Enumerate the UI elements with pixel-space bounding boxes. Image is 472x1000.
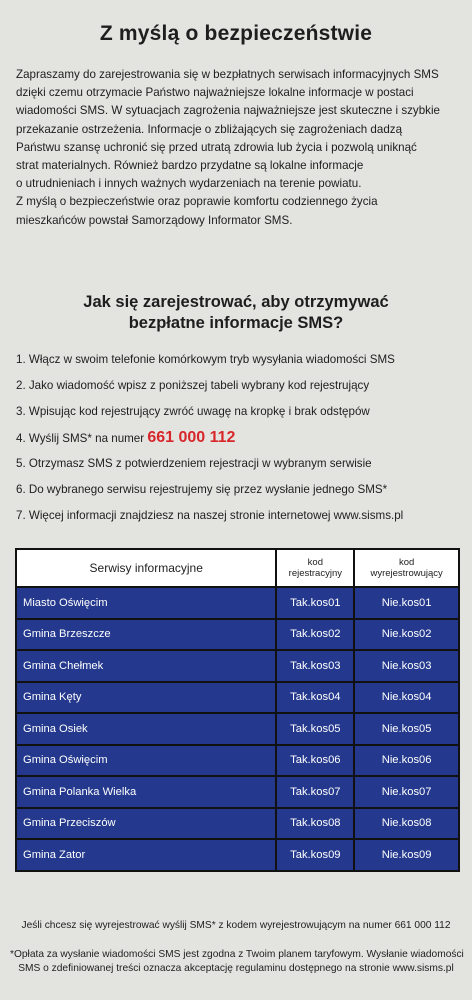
table-row	[16, 745, 459, 777]
unregister-code: Nie.kos05	[354, 713, 459, 745]
step-item: 3. Wpisując kod rejestrujący zwróć uwagę na kropkę i brak odstępów	[16, 405, 370, 418]
section-heading	[0, 292, 472, 334]
intro-line: przekazanie ostrzeżenia. Informacje o zbliżających się zagrożeniach dadzą	[16, 122, 403, 136]
step-item: 2. Jako wiadomość wpisz z poniższej tabeli wybrany kod rejestrujący	[16, 379, 370, 392]
register-code: Tak.kos06	[276, 745, 354, 777]
intro-line: mieszkańców powstał Samorządowy Informator SMS.	[16, 213, 293, 227]
step-text: 4. Wyślij SMS* na numer	[16, 432, 148, 445]
step-item: 5. Otrzymasz SMS z potwierdzeniem rejestracji w wybranym serwisie	[16, 457, 372, 470]
register-code: Tak.kos01	[276, 587, 354, 619]
intro-line: o utrudnieniach i innych ważnych wydarzeniach na terenie powiatu.	[16, 177, 362, 191]
header-label: kod	[307, 557, 323, 568]
intro-line: Zapraszamy do zarejestrowania się w bezpłatnych serwisach informacyjnych SMS	[16, 68, 439, 81]
unregister-code: Nie.kos07	[354, 776, 459, 808]
unregister-code: Nie.kos01	[354, 587, 459, 619]
services-table	[15, 548, 460, 872]
service-name: Gmina Oświęcim	[16, 745, 276, 777]
header-unregister-code	[354, 549, 459, 587]
table-row	[16, 619, 459, 651]
register-code: Tak.kos07	[276, 776, 354, 808]
unregister-code: Nie.kos03	[354, 650, 459, 682]
intro-line: strat materialnych. Również bardzo przydatne są lokalne informacje	[16, 159, 364, 173]
register-code: Tak.kos08	[276, 808, 354, 840]
step-item: 7. Więcej informacji znajdziesz na naszej stronie internetowej www.sisms.pl	[16, 509, 404, 522]
step-item	[16, 428, 466, 454]
service-name: Gmina Przeciszów	[16, 808, 276, 840]
table-row	[16, 808, 459, 840]
register-code: Tak.kos04	[276, 682, 354, 714]
unregister-note: Jeśli chcesz się wyrejestrować wyślij SMS* z kodem wyrejestrowującym na numer 661 000 112	[21, 920, 451, 931]
table-row	[16, 776, 459, 808]
intro-line: Państwu szansę uchronić się przed utratą zdrowia lub życia i pozwolą uniknąć	[16, 140, 417, 154]
header-label: kod	[398, 557, 415, 568]
table-row	[16, 682, 459, 714]
header-label: wyrejestrowujący	[370, 568, 443, 579]
service-name: Gmina Chełmek	[16, 650, 276, 682]
table-row	[16, 713, 459, 745]
header-label: rejestracyjny	[288, 568, 342, 579]
step-item: 1. Włącz w swoim telefonie komórkowym tryb wysyłania wiadomości SMS	[16, 353, 395, 366]
page-title: Z myślą o bezpieczeństwie	[99, 22, 373, 45]
header-register-code	[276, 549, 354, 587]
register-code: Tak.kos02	[276, 619, 354, 651]
service-name: Gmina Zator	[16, 839, 276, 871]
table-header-row	[16, 549, 459, 587]
table-row	[16, 839, 459, 871]
register-code: Tak.kos03	[276, 650, 354, 682]
unregister-code: Nie.kos06	[354, 745, 459, 777]
intro-line: wiadomości SMS. W sytuacjach zagrożenia najważniejsze jest skuteczne i szybkie	[16, 104, 440, 118]
unregister-code: Nie.kos02	[354, 619, 459, 651]
sms-number: 661 000 112	[147, 429, 236, 446]
service-name: Miasto Oświęcim	[16, 587, 276, 619]
section-heading-line: Jak się zarejestrować, aby otrzymywać	[83, 293, 389, 311]
registration-steps	[16, 350, 466, 532]
header-services: Serwisy informacyjne	[16, 549, 276, 587]
table-row	[16, 587, 459, 619]
unregister-code: Nie.kos09	[354, 839, 459, 871]
register-code: Tak.kos09	[276, 839, 354, 871]
footnote-line: *Opłata za wysłanie wiadomości SMS jest zgodna z Twoim planem taryfowym. Wysłanie wiadomości	[10, 949, 464, 960]
service-name: Gmina Polanka Wielka	[16, 776, 276, 808]
intro-line: Z myślą o bezpieczeństwie oraz poprawie komfortu codziennego życia	[16, 195, 378, 209]
fee-footnote	[10, 948, 462, 976]
intro-line: dzięki czemu otrzymacie Państwo najważniejsze lokalne informacje w postaci	[16, 86, 414, 100]
unregister-code: Nie.kos04	[354, 682, 459, 714]
unregister-code: Nie.kos08	[354, 808, 459, 840]
intro-paragraph	[16, 66, 460, 230]
footnote-line: SMS o zdefiniowanej treści oznacza akceptację regulaminu dostępnego na stronie www.sisms.pl	[18, 963, 454, 974]
section-heading-line: bezpłatne informacje SMS?	[128, 314, 344, 332]
step-item: 6. Do wybranego serwisu rejestrujemy się przez wysłanie jednego SMS*	[16, 483, 388, 496]
register-code: Tak.kos05	[276, 713, 354, 745]
service-name: Gmina Brzeszcze	[16, 619, 276, 651]
service-name: Gmina Osiek	[16, 713, 276, 745]
service-name: Gmina Kęty	[16, 682, 276, 714]
table-row	[16, 650, 459, 682]
